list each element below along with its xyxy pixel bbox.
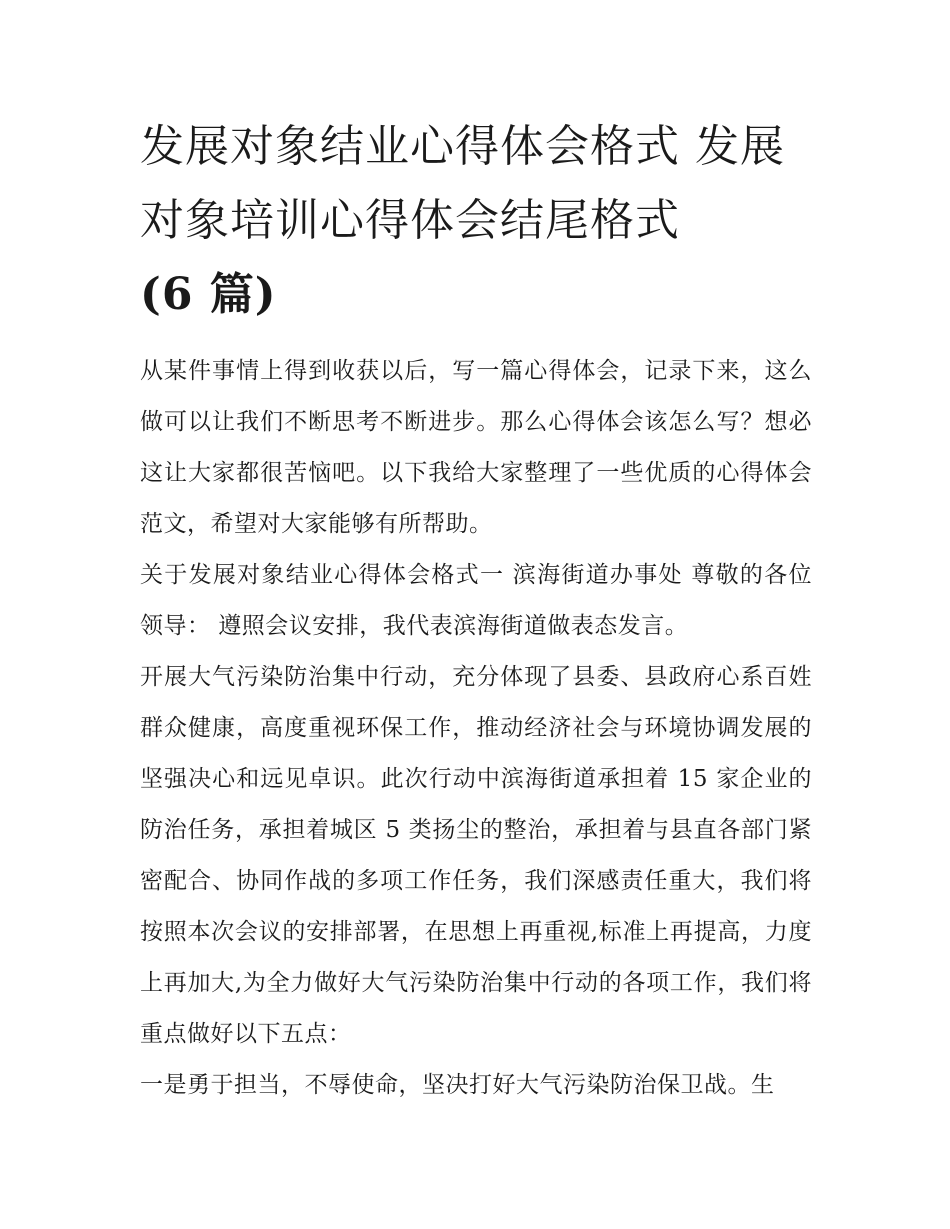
paragraph-point-one: 一是勇于担当，不辱使命，坚决打好大气污染防治保卫战。生 (140, 1072, 775, 1098)
paragraph-intro: 从某件事情上得到收获以后，写一篇心得体会，记录下来，这么做可以让我们不断思考不断进步。那么心得体会该怎么写？想必这让大家都很苦恼吧。以下我给大家整理了一些优质的心得体会范文，希望对大家能够有所帮助。 (140, 358, 812, 537)
paragraph-article-heading: 关于发展对象结业心得体会格式一 滨海街道办事处 尊敬的各位领导： 遵照会议安排，我代表滨海街道做表态发言。 (140, 562, 812, 639)
document-title (140, 110, 812, 332)
paragraph-main: 开展大气污染防治集中行动，充分体现了县委、县政府心系百姓群众健康，高度重视环保工作，推动经济社会与环境协调发展的坚强决心和远见卓识。此次行动中滨海街道承担着 15 家企业的防治任务，承担着城区 5 类扬尘的整治，承担着与县直各部门紧密配合、协同作战的多项工作任务，我们深感责任重大，我们将按照本次会议的安排部署，在思想上再重视,标准上再提高，力度上再加大,为全力做好大气污染防治集中行动的各项工作，我们将重点做好以下五点： (140, 664, 812, 1047)
document-body (140, 110, 812, 1111)
title-tail: (6 篇) (140, 269, 277, 320)
title-main: 发展对象结业心得体会格式 发展对象培训心得体会结尾格式 (140, 121, 785, 246)
